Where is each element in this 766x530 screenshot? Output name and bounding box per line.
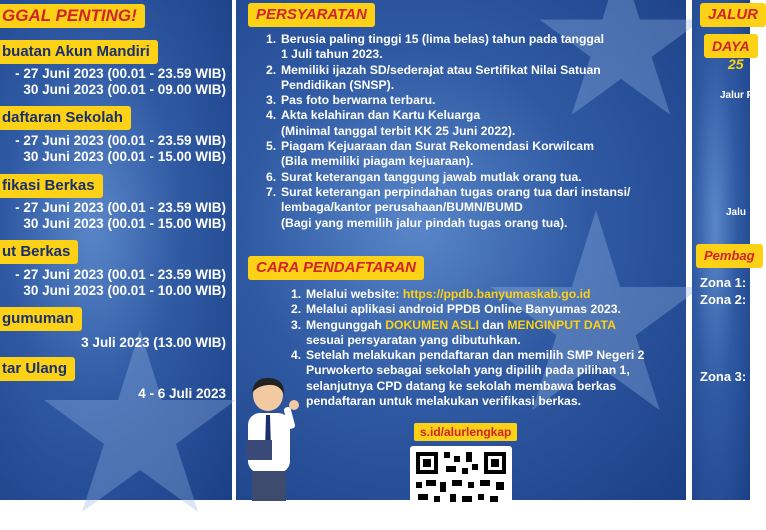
daya-number: 25 xyxy=(728,56,744,72)
requirement-item: 1. Berusia paling tinggi 15 (lima belas) tahun pada tanggal 1 Juli tahun 2023. xyxy=(266,32,605,62)
requirement-item: 6. Surat keterangan tanggung jawab mutlak orang tua. xyxy=(266,169,582,184)
zone-1-label: Zona 1: xyxy=(700,275,747,290)
requirement-item: 2. Memiliki ijazah SD/sederajat atau Sertifikat Nilai Satuan Pendidikan (SNSP). xyxy=(266,62,601,92)
short-url-badge[interactable]: s.id/alurlengkap xyxy=(414,423,517,441)
jalur-label: Jalu xyxy=(726,207,747,218)
qr-code[interactable] xyxy=(410,446,512,506)
step-item: 2. Melalui aplikasi android PPDB Online Banyumas 2023. xyxy=(291,302,621,317)
schedule-dates-announcement: 3 Juli 2023 (13.00 WIB) xyxy=(81,335,226,350)
requirements-heading: PERSYARATAN xyxy=(248,3,375,27)
schedule-dates-reregistration: 4 - 6 Juli 2023 xyxy=(138,386,226,401)
student-illustration xyxy=(236,375,311,500)
requirement-item: 3. Pas foto berwarna terbaru. xyxy=(266,93,436,108)
step-item: 3. Mengunggah DOKUMEN ASLI dan MENGINPUT DATA sesuai persyaratan yang dibutuhkan. xyxy=(291,317,616,347)
jalur-p-label: Jalur P xyxy=(720,90,754,101)
step-item: 4. Setelah melakukan pendaftaran dan memilih SMP Negeri 2 Purwokerto sebagai sekolah yang dipilih pada pilihan 1, selanjutnya CPD datang ke sekolah membawa berkas pendaftaran untuk melakukan verifikasi berkas. xyxy=(291,348,645,409)
schedule-dates-registration: - 27 Juni 2023 (00.01 - 23.59 WIB) 30 Juni 2023 (00.01 - 15.00 WIB) xyxy=(15,133,226,164)
requirements-list xyxy=(266,32,681,231)
schedule-dates-documents: - 27 Juni 2023 (00.01 - 23.59 WIB) 30 Juni 2023 (00.01 - 10.00 WIB) xyxy=(15,267,226,298)
zone-2-label: Zona 2: xyxy=(700,292,747,307)
website-link[interactable]: https://ppdb.banyumaskab.go.id xyxy=(402,287,591,301)
schedule-title-registration: daftaran Sekolah xyxy=(0,106,131,130)
quota-panel xyxy=(692,0,759,500)
registration-steps-list xyxy=(291,287,681,409)
schedule-dates-account: - 27 Juni 2023 (00.01 - 23.59 WIB) 30 Juni 2023 (00.01 - 09.00 WIB) xyxy=(15,66,226,97)
qr-pattern xyxy=(410,446,512,506)
schedule-title-reregistration: tar Ulang xyxy=(0,357,75,381)
daya-tampung-heading: DAYA xyxy=(704,34,758,58)
requirement-item: 7. Surat keterangan perpindahan tugas orang tua dari instansi/ lembaga/kantor perusahaan/BUMN/BUMD (Bagi yang memilih jalur pindah tugas orang tua). xyxy=(266,184,631,230)
schedule-title-verification: fikasi Berkas xyxy=(0,174,103,198)
jalur-heading: JALUR xyxy=(700,3,766,27)
registration-steps-heading: CARA PENDAFTARAN xyxy=(248,256,424,280)
requirements-panel xyxy=(236,0,686,500)
step-item: 1. Melalui website: https://ppdb.banyumaskab.go.id xyxy=(291,287,591,301)
schedule-title-account: buatan Akun Mandiri xyxy=(0,40,158,64)
zone-heading: Pembag xyxy=(696,244,763,268)
requirement-item: 5. Piagam Kejuaraan dan Surat Rekomendasi Korwilcam (Bila memiliki piagam kejuaraan). xyxy=(266,139,594,169)
schedule-title-announcement: gumuman xyxy=(0,307,82,331)
schedule-panel xyxy=(0,0,232,500)
important-dates-heading: GGAL PENTING! xyxy=(0,4,145,28)
schedule-dates-verification: - 27 Juni 2023 (00.01 - 23.59 WIB) 30 Juni 2023 (00.01 - 15.00 WIB) xyxy=(15,200,226,231)
zone-3-label: Zona 3: xyxy=(700,369,747,384)
schedule-title-documents: ut Berkas xyxy=(0,240,78,264)
requirement-item: 4. Akta kelahiran dan Kartu Keluarga (Minimal tanggal terbit KK 25 Juni 2022). xyxy=(266,108,516,138)
